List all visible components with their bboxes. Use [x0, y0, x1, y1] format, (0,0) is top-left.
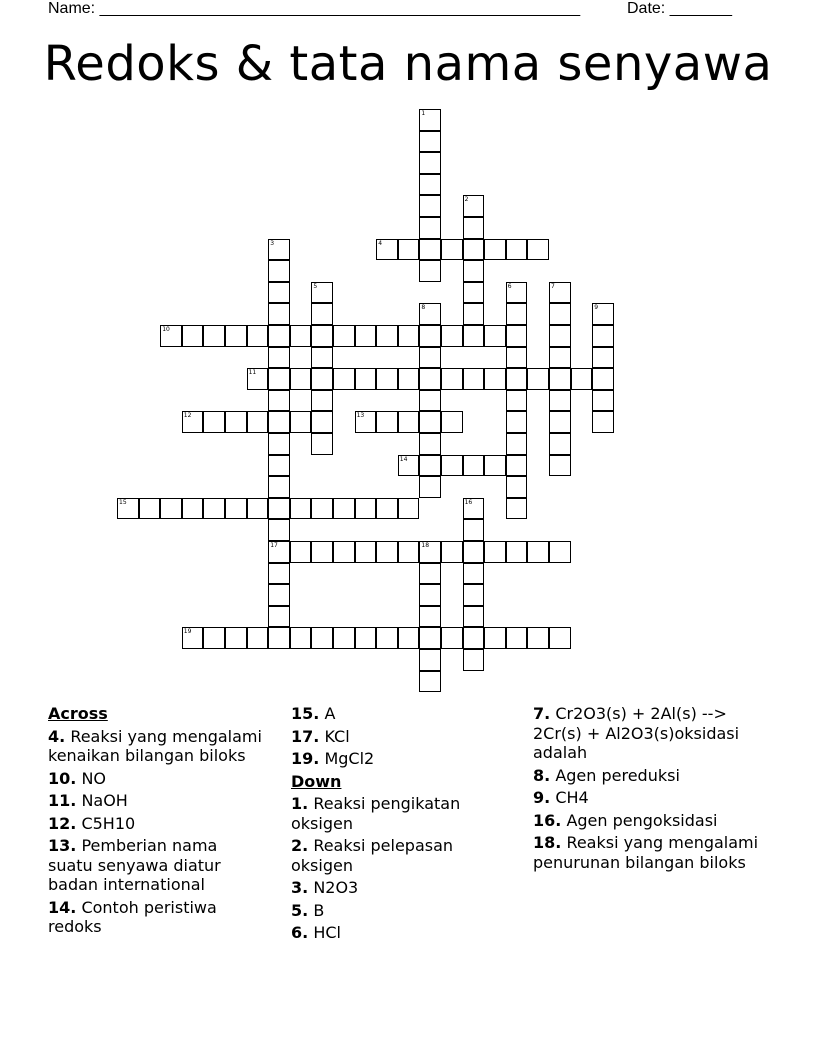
clue-number: 9. — [533, 788, 551, 807]
cell-number: 14 — [399, 455, 408, 463]
clue-number: 6. — [291, 923, 309, 942]
down-heading: Down — [291, 771, 342, 791]
grid-cell[interactable] — [484, 325, 506, 347]
grid-cell[interactable] — [592, 347, 614, 369]
grid-cell[interactable] — [203, 325, 225, 347]
grid-cell[interactable] — [398, 627, 420, 649]
grid-cell[interactable] — [333, 498, 355, 520]
grid-cell[interactable] — [419, 325, 441, 347]
grid-cell[interactable] — [592, 411, 614, 433]
grid-cell[interactable] — [376, 498, 398, 520]
grid-cell[interactable] — [549, 390, 571, 412]
grid-cell[interactable] — [268, 411, 290, 433]
clue-number: 3. — [291, 878, 309, 897]
grid-cell[interactable] — [268, 282, 290, 304]
grid-cell[interactable] — [463, 649, 485, 671]
grid-cell[interactable] — [311, 368, 333, 390]
grid-cell[interactable] — [506, 411, 528, 433]
grid-cell[interactable] — [333, 368, 355, 390]
grid-cell[interactable] — [355, 627, 377, 649]
grid-cell[interactable] — [463, 455, 485, 477]
grid-cell[interactable] — [549, 282, 571, 304]
clue-down-5 — [291, 901, 509, 921]
grid-cell[interactable] — [484, 541, 506, 563]
grid-cell[interactable] — [268, 390, 290, 412]
grid-cell[interactable] — [247, 627, 269, 649]
grid-cell[interactable] — [311, 541, 333, 563]
grid-cell[interactable] — [376, 541, 398, 563]
grid-cell[interactable] — [419, 239, 441, 261]
grid-cell[interactable] — [463, 519, 485, 541]
clue-down-18 — [533, 833, 773, 872]
grid-cell[interactable] — [506, 325, 528, 347]
grid-cell[interactable] — [247, 325, 269, 347]
grid-cell[interactable] — [419, 563, 441, 585]
clue-across-4 — [48, 727, 266, 766]
grid-cell[interactable] — [506, 455, 528, 477]
clue-number: 18. — [533, 833, 562, 852]
grid-cell[interactable] — [247, 368, 269, 390]
grid-cell[interactable] — [463, 195, 485, 217]
grid-cell[interactable] — [290, 411, 312, 433]
across-heading: Across — [48, 704, 108, 723]
grid-cell[interactable] — [463, 368, 485, 390]
grid-cell[interactable] — [527, 239, 549, 261]
grid-cell[interactable] — [549, 368, 571, 390]
grid-cell[interactable] — [268, 368, 290, 390]
clue-across-11 — [48, 791, 266, 811]
grid-cell[interactable] — [419, 174, 441, 196]
clues-column-3 — [533, 704, 773, 875]
grid-cell[interactable] — [549, 627, 571, 649]
grid-cell[interactable] — [355, 541, 377, 563]
grid-cell[interactable] — [484, 627, 506, 649]
grid-cell[interactable] — [463, 584, 485, 606]
clue-number: 1. — [291, 794, 309, 813]
grid-cell[interactable] — [419, 131, 441, 153]
clue-number: 17. — [291, 726, 320, 746]
grid-cell[interactable] — [355, 368, 377, 390]
grid-cell[interactable] — [549, 433, 571, 455]
grid-cell[interactable] — [527, 627, 549, 649]
clue-down-1 — [291, 794, 509, 833]
grid-cell[interactable] — [506, 390, 528, 412]
grid-cell[interactable] — [463, 325, 485, 347]
grid-cell[interactable] — [419, 368, 441, 390]
grid-cell[interactable] — [268, 627, 290, 649]
grid-cell[interactable] — [311, 411, 333, 433]
clue-down-3 — [291, 878, 509, 898]
grid-cell[interactable] — [290, 325, 312, 347]
cell-number: 12 — [183, 412, 192, 420]
grid-cell[interactable] — [268, 498, 290, 520]
grid-cell[interactable] — [419, 390, 441, 412]
cell-number: 16 — [464, 498, 473, 506]
page-title: Redoks & tata nama senyawa — [43, 36, 773, 92]
grid-cell[interactable] — [419, 541, 441, 563]
grid-cell[interactable] — [268, 260, 290, 282]
grid-cell[interactable] — [182, 498, 204, 520]
grid-cell[interactable] — [463, 282, 485, 304]
grid-cell[interactable] — [441, 411, 463, 433]
clue-number: 10. — [48, 768, 77, 788]
grid-cell[interactable] — [506, 627, 528, 649]
clue-text: NO — [81, 768, 106, 788]
grid-cell[interactable] — [311, 282, 333, 304]
grid-cell[interactable] — [398, 368, 420, 390]
grid-cell[interactable] — [311, 325, 333, 347]
cell-number: 17 — [270, 542, 278, 549]
grid-cell[interactable] — [160, 498, 182, 520]
clue-number: 11. — [48, 791, 77, 810]
cell-number: 13 — [356, 412, 365, 420]
grid-cell[interactable] — [441, 541, 463, 563]
grid-cell[interactable] — [419, 606, 441, 628]
grid-cell[interactable] — [527, 541, 549, 563]
clue-text: Cr2O3(s) + 2Al(s) --> 2Cr(s) + Al2O3(s)oksidasi adalah — [533, 704, 740, 762]
grid-cell[interactable] — [225, 627, 247, 649]
clue-across-14 — [48, 898, 266, 937]
grid-cell[interactable] — [290, 541, 312, 563]
grid-cell[interactable] — [419, 476, 441, 498]
clue-number: 13. — [48, 836, 77, 855]
grid-cell[interactable] — [268, 476, 290, 498]
clue-text: Reaksi yang mengalami penurunan bilangan biloks — [533, 833, 759, 872]
grid-cell[interactable] — [506, 239, 528, 261]
grid-cell[interactable] — [268, 239, 290, 261]
grid-cell[interactable] — [463, 498, 485, 520]
grid-cell[interactable] — [290, 627, 312, 649]
grid-cell[interactable] — [419, 109, 441, 131]
clue-text: HCl — [313, 923, 341, 942]
cell-number: 10 — [162, 326, 170, 333]
clue-number: 19. — [291, 749, 320, 768]
grid-cell[interactable] — [506, 476, 528, 498]
grid-cell[interactable] — [549, 541, 571, 563]
clue-down-16 — [533, 811, 773, 831]
grid-cell[interactable] — [398, 455, 420, 477]
grid-cell[interactable] — [419, 584, 441, 606]
clue-text: Reaksi pelepasan oksigen — [291, 836, 454, 875]
grid-cell[interactable] — [419, 260, 441, 282]
date-field-line: Date: _______ — [627, 0, 732, 17]
grid-cell[interactable] — [268, 519, 290, 541]
grid-cell[interactable] — [182, 325, 204, 347]
grid-cell[interactable] — [549, 411, 571, 433]
grid-cell[interactable] — [333, 325, 355, 347]
cell-number: 5 — [313, 282, 318, 290]
clue-number: 16. — [533, 810, 562, 830]
clue-across-13 — [48, 836, 266, 895]
grid-cell[interactable] — [441, 368, 463, 390]
grid-cell[interactable] — [419, 152, 441, 174]
grid-cell[interactable] — [441, 455, 463, 477]
grid-cell[interactable] — [419, 433, 441, 455]
grid-cell[interactable] — [290, 368, 312, 390]
clue-number: 8. — [533, 765, 551, 785]
grid-cell[interactable] — [268, 584, 290, 606]
grid-cell[interactable] — [419, 671, 441, 693]
grid-cell[interactable] — [484, 368, 506, 390]
grid-cell[interactable] — [268, 433, 290, 455]
grid-cell[interactable] — [484, 239, 506, 261]
grid-cell[interactable] — [463, 627, 485, 649]
grid-cell[interactable] — [268, 563, 290, 585]
grid-cell[interactable] — [463, 303, 485, 325]
clue-number: 5. — [291, 900, 309, 920]
grid-cell[interactable] — [419, 411, 441, 433]
grid-cell[interactable] — [160, 325, 182, 347]
grid-cell[interactable] — [506, 368, 528, 390]
grid-cell[interactable] — [506, 541, 528, 563]
grid-cell[interactable] — [571, 368, 593, 390]
grid-cell[interactable] — [419, 303, 441, 325]
clue-text: C5H10 — [81, 813, 136, 833]
clue-number: 2. — [291, 836, 309, 855]
grid-cell[interactable] — [463, 217, 485, 239]
clue-down-9 — [533, 788, 773, 808]
clue-text: Contoh peristiwa redoks — [48, 897, 217, 936]
grid-cell[interactable] — [333, 541, 355, 563]
grid-cell[interactable] — [592, 325, 614, 347]
clue-text: Agen pengoksidasi — [566, 810, 718, 830]
clue-number: 4. — [48, 726, 66, 746]
grid-cell[interactable] — [398, 239, 420, 261]
grid-cell[interactable] — [333, 627, 355, 649]
grid-cell[interactable] — [592, 390, 614, 412]
cell-number: 9 — [594, 304, 599, 312]
grid-cell[interactable] — [419, 347, 441, 369]
clue-text: A — [324, 704, 336, 723]
clues-column-1 — [48, 704, 266, 940]
grid-cell[interactable] — [247, 411, 269, 433]
grid-cell[interactable] — [549, 303, 571, 325]
clue-across-10 — [48, 769, 266, 789]
grid-cell[interactable] — [355, 325, 377, 347]
grid-cell[interactable] — [311, 347, 333, 369]
grid-cell[interactable] — [549, 455, 571, 477]
grid-cell[interactable] — [311, 303, 333, 325]
cell-number: 6 — [507, 282, 512, 290]
clue-text: KCl — [324, 726, 350, 746]
name-field-line: Name: ______________________________________________________ — [48, 0, 581, 17]
clue-down-7 — [533, 704, 773, 763]
grid-cell[interactable] — [182, 411, 204, 433]
clues-column-2 — [291, 704, 509, 946]
cell-number: 11 — [248, 369, 257, 377]
cell-number: 8 — [421, 304, 426, 312]
grid-cell[interactable] — [441, 627, 463, 649]
grid-cell[interactable] — [182, 627, 204, 649]
grid-cell[interactable] — [225, 498, 247, 520]
clue-text: NaOH — [81, 791, 128, 810]
grid-cell[interactable] — [419, 627, 441, 649]
clue-text: Agen pereduksi — [555, 765, 680, 785]
cell-number: 4 — [378, 239, 383, 247]
grid-cell[interactable] — [527, 368, 549, 390]
grid-cell[interactable] — [506, 498, 528, 520]
grid-cell[interactable] — [203, 411, 225, 433]
grid-cell[interactable] — [419, 217, 441, 239]
grid-cell[interactable] — [268, 455, 290, 477]
grid-cell[interactable] — [398, 411, 420, 433]
grid-cell[interactable] — [506, 433, 528, 455]
grid-cell[interactable] — [441, 239, 463, 261]
grid-cell[interactable] — [139, 498, 161, 520]
clue-down-6 — [291, 923, 509, 943]
grid-cell[interactable] — [506, 282, 528, 304]
grid-cell[interactable] — [225, 325, 247, 347]
grid-cell[interactable] — [376, 627, 398, 649]
clue-number: 15. — [291, 704, 320, 723]
cell-number: 18 — [421, 542, 430, 549]
clue-text: B — [313, 900, 325, 920]
grid-cell[interactable] — [463, 541, 485, 563]
grid-cell[interactable] — [355, 411, 377, 433]
clue-number: 7. — [533, 704, 551, 723]
grid-cell[interactable] — [549, 347, 571, 369]
grid-cell[interactable] — [376, 411, 398, 433]
grid-cell[interactable] — [463, 606, 485, 628]
grid-cell[interactable] — [463, 260, 485, 282]
clue-text: N2O3 — [313, 878, 359, 897]
grid-cell[interactable] — [203, 498, 225, 520]
cell-number: 3 — [270, 239, 275, 247]
grid-cell[interactable] — [376, 325, 398, 347]
grid-cell[interactable] — [311, 390, 333, 412]
grid-cell[interactable] — [419, 455, 441, 477]
grid-cell[interactable] — [441, 325, 463, 347]
grid-cell[interactable] — [376, 239, 398, 261]
cell-number: 19 — [183, 628, 192, 636]
clue-number: 12. — [48, 813, 77, 833]
grid-cell[interactable] — [592, 368, 614, 390]
clue-across-17 — [291, 727, 509, 747]
grid-cell[interactable] — [463, 563, 485, 585]
grid-cell[interactable] — [268, 325, 290, 347]
grid-cell[interactable] — [398, 498, 420, 520]
clue-across-15 — [291, 704, 509, 724]
grid-cell[interactable] — [311, 627, 333, 649]
cell-number: 1 — [421, 110, 426, 117]
grid-cell[interactable] — [398, 325, 420, 347]
clue-down-8 — [533, 766, 773, 786]
grid-cell[interactable] — [355, 498, 377, 520]
grid-cell[interactable] — [290, 498, 312, 520]
grid-cell[interactable] — [311, 498, 333, 520]
grid-cell[interactable] — [419, 649, 441, 671]
grid-cell[interactable] — [268, 541, 290, 563]
clue-text: Reaksi pengikatan oksigen — [291, 794, 461, 833]
grid-cell[interactable] — [592, 303, 614, 325]
grid-cell[interactable] — [203, 627, 225, 649]
clue-text: Pemberian nama suatu senyawa diatur badan international — [48, 836, 221, 894]
grid-cell[interactable] — [419, 195, 441, 217]
grid-cell[interactable] — [117, 498, 139, 520]
cell-number: 15 — [119, 498, 127, 506]
grid-cell[interactable] — [463, 239, 485, 261]
clue-number: 14. — [48, 897, 77, 917]
grid-cell[interactable] — [225, 411, 247, 433]
grid-cell[interactable] — [506, 303, 528, 325]
clue-text: Reaksi yang mengalami kenaikan bilangan biloks — [48, 726, 262, 765]
grid-cell[interactable] — [247, 498, 269, 520]
grid-cell[interactable] — [549, 325, 571, 347]
grid-cell[interactable] — [268, 606, 290, 628]
cell-number: 2 — [464, 196, 469, 204]
grid-cell[interactable] — [506, 347, 528, 369]
grid-cell[interactable] — [398, 541, 420, 563]
clue-text: MgCl2 — [324, 749, 375, 768]
grid-cell[interactable] — [376, 368, 398, 390]
cell-number: 7 — [551, 282, 555, 290]
grid-cell[interactable] — [311, 433, 333, 455]
grid-cell[interactable] — [484, 455, 506, 477]
grid-cell[interactable] — [268, 303, 290, 325]
grid-cell[interactable] — [268, 347, 290, 369]
clue-across-19 — [291, 749, 509, 769]
clue-down-2 — [291, 836, 509, 875]
clue-across-12 — [48, 814, 266, 834]
clue-text: CH4 — [555, 788, 589, 807]
